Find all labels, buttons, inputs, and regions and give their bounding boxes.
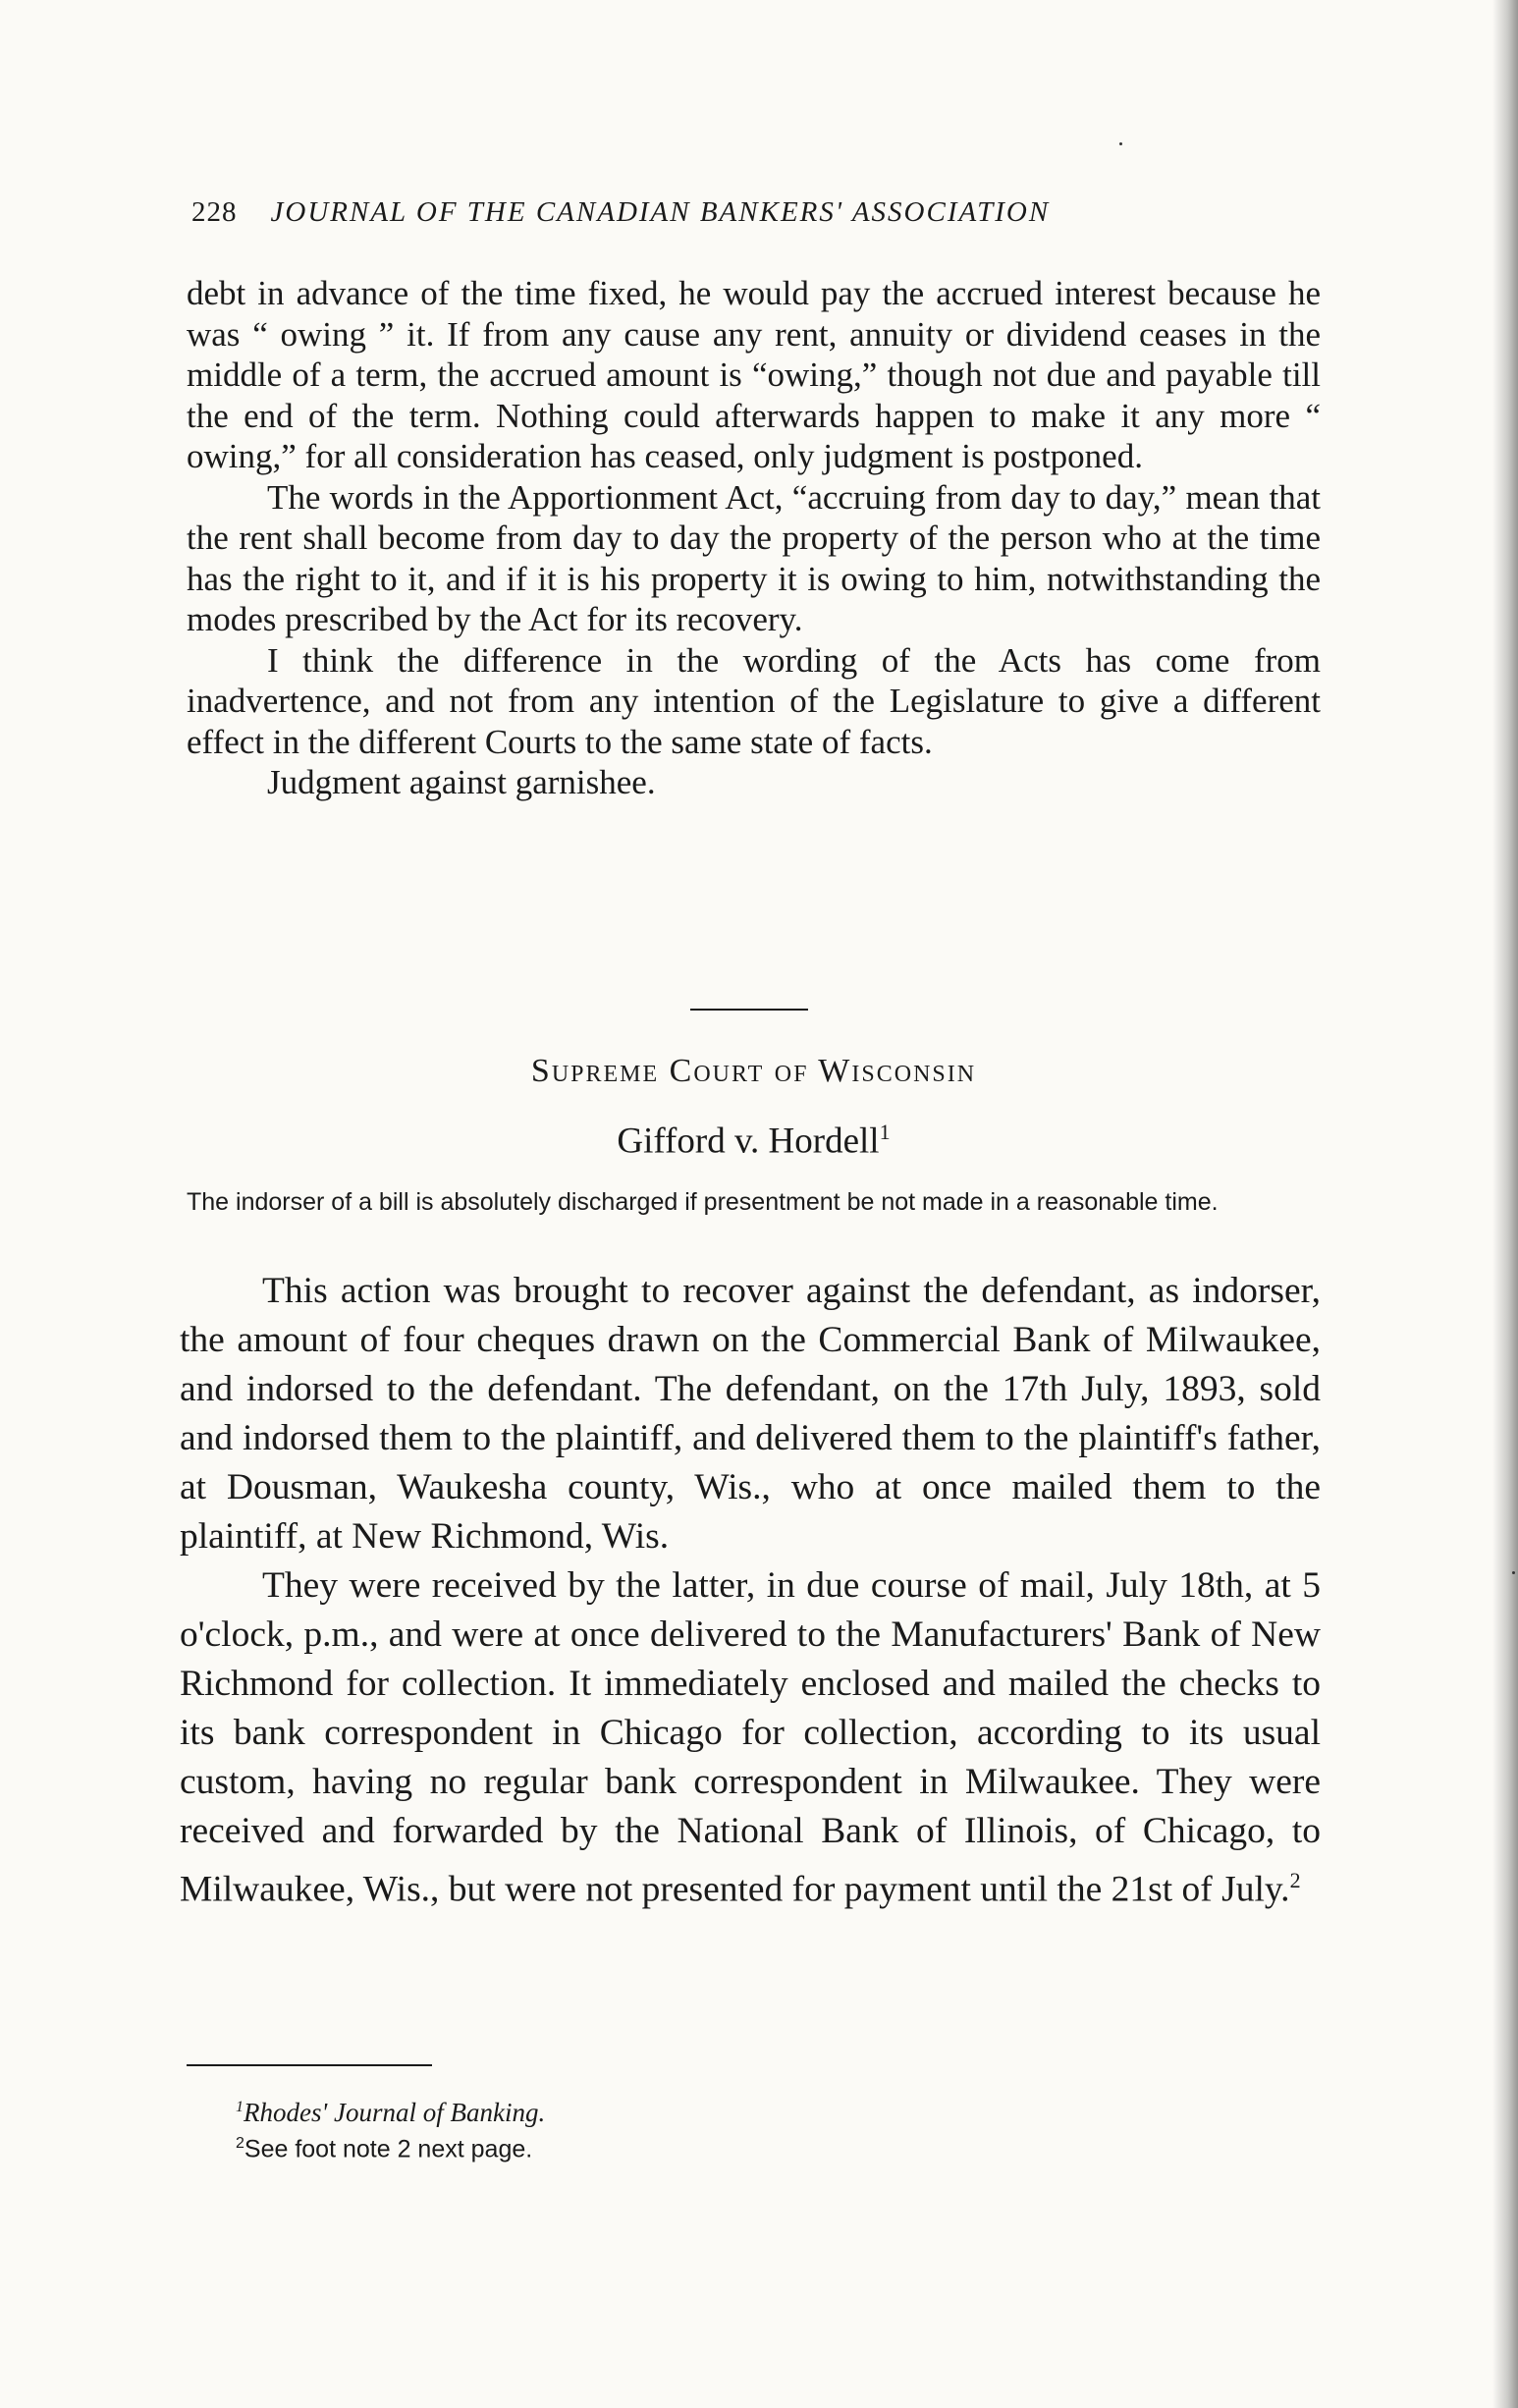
scan-page-edge — [1492, 0, 1518, 2408]
opening-text — [187, 273, 1321, 803]
case-footnote-mark: 1 — [879, 1120, 891, 1144]
case-headnote: The indorser of a bill is absolutely discharged if presentment be not made in a reasonable time. — [187, 1188, 1219, 1216]
footnote-2 — [236, 2135, 532, 2163]
paragraph-judgment: Judgment against garnishee. — [267, 763, 656, 801]
scan-speck — [1512, 1571, 1515, 1574]
paragraph-received-text: They were received by the latter, in due course of mail, July 18th, at 5 o'clock, p.m., and were at once delivered to the Manufacturers' Bank of New Richmond for collection. It immediately enclosed and mailed the checks to its bank correspondent in Chicago for collection, according to its usual custom, having no regular bank correspondent in Milwaukee. They were received and forwarded by the National Bank of Illinois, of Chicago, to Milwaukee, Wis., but were not presented for payment until the 21st of July. — [180, 1565, 1321, 1910]
footnote-2-mark: 2 — [236, 2135, 244, 2152]
paragraph-apportionment-act: The words in the Apportionment Act, “accruing from day to day,” mean that the rent shall become from day to day the property of the person who at the time has the right to it, and if it is his property it is owing to him, notwithstanding the modes prescribed by the Act for its recovery. — [187, 477, 1321, 638]
paragraph-received — [180, 1561, 1321, 1915]
paragraph-action: This action was brought to recover against the defendant, as indorser, the amount of four cheques drawn on the Commercial Bank of Milwaukee, and indorsed to the defendant. The defendant, on the 17th July, 1893, sold and indorsed them to the plaintiff, and delivered them to the plaintiff's father, at Dousman, Waukesha county, Wis., who at once mailed them to the plaintiff, at New Richmond, Wis. — [180, 1271, 1321, 1557]
journal-title: JOURNAL OF THE CANADIAN BANKERS' ASSOCIATION — [270, 196, 1051, 228]
page-number: 228 — [191, 196, 238, 228]
court-heading: Supreme Court of Wisconsin — [530, 1053, 977, 1089]
paragraph-continued: debt in advance of the time fixed, he would pay the accrued interest because he was “ owing ” it. If from any cause any rent, annuity or dividend ceases in the middle of a term, the accrued amount is “owing,” though not due and payable till the end of the term. Nothing could afterwards happen to make it any more “ owing,” for all consideration has ceased, only judgment is postponed. — [187, 274, 1321, 475]
footnote-1 — [236, 2098, 545, 2128]
footnote-mark-2: 2 — [1289, 1868, 1301, 1892]
footnote-1-text: Rhodes' Journal of Banking. — [244, 2098, 546, 2127]
case-name: Gifford v. Hordell — [617, 1121, 880, 1162]
paragraph-difference-in-wording: I think the difference in the wording of the Acts has come from inadvertence, and not from any intention of the Legislature to give a different effect in the different Courts to the same state of facts. — [187, 640, 1321, 761]
case-title — [187, 1120, 1321, 1162]
footnote-rule — [187, 2064, 432, 2066]
footnote-2-text: See foot note 2 next page. — [244, 2135, 533, 2163]
scan-speck — [1119, 142, 1122, 145]
running-header — [191, 196, 1321, 229]
case-body — [180, 1267, 1321, 1915]
footnote-1-mark: 1 — [236, 2099, 244, 2115]
section-divider — [690, 1009, 808, 1011]
